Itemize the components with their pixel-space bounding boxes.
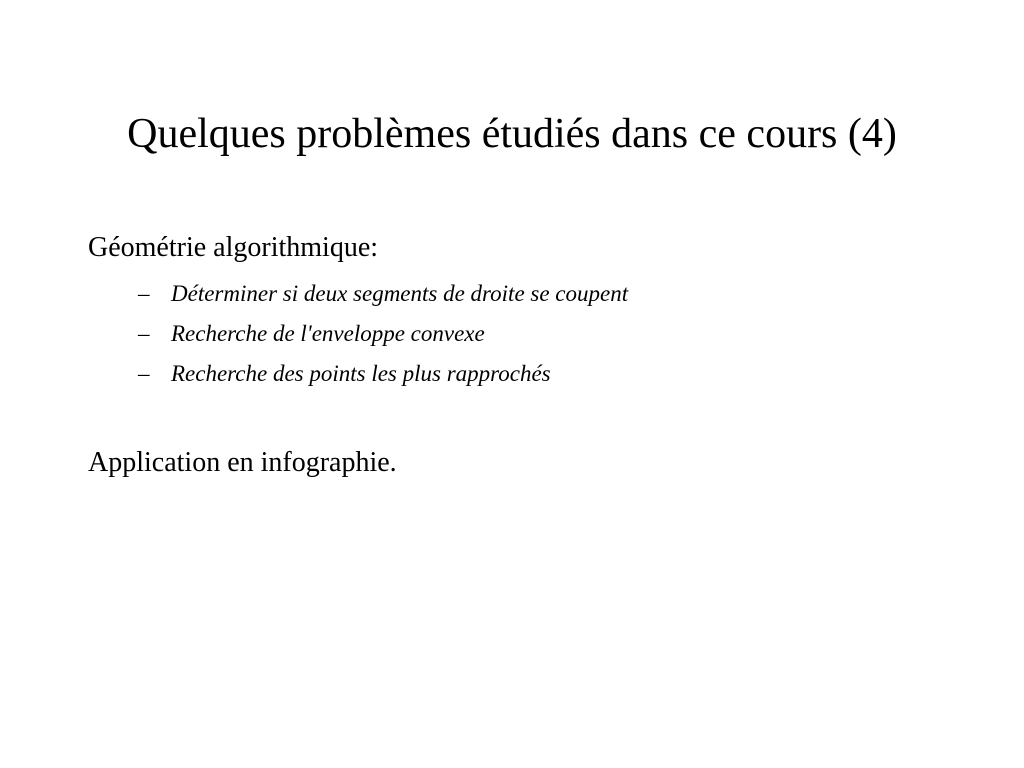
list-item (0, 358, 1024, 398)
bullet-text: Recherche des points les plus rapprochés (171, 361, 551, 386)
list-item (0, 318, 1024, 358)
bullet-dash: – (138, 361, 150, 386)
bullet-text: Recherche de l'enveloppe convexe (171, 321, 485, 346)
list-item (0, 278, 1024, 318)
bullet-dash: – (138, 281, 150, 306)
section-heading-application: Application en infographie. (88, 447, 397, 478)
section-heading-geometry: Géométrie algorithmique: (88, 232, 379, 263)
bullet-list (0, 278, 1024, 398)
slide-title: Quelques problèmes étudiés dans ce cours (4) (127, 111, 897, 157)
bullet-dash: – (138, 321, 150, 346)
bullet-text: Déterminer si deux segments de droite se coupent (171, 281, 629, 306)
